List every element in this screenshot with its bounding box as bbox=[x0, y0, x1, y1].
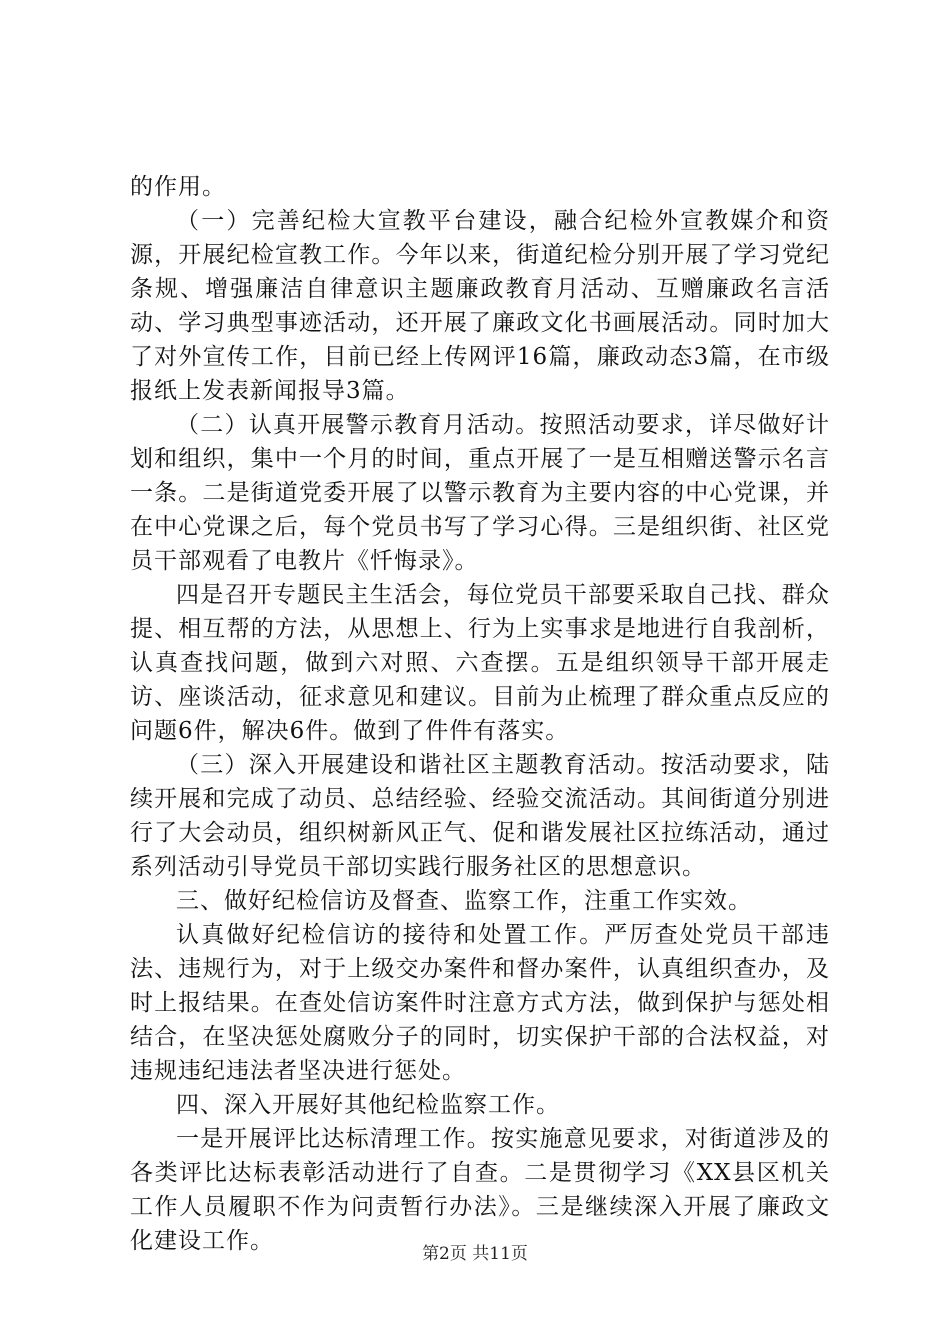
paragraph: 的作用。 bbox=[130, 174, 226, 200]
document-body bbox=[130, 170, 830, 1258]
paragraph: （三）深入开展建设和谐社区主题教育活动。按活动要求，陆续开展和完成了动员、总结经验、经验交流活动。其间街道分别进行了大会动员，组织树新风正气、促和谐发展社区拉练活动，通过系列活动引导党员干部切实践行服务社区的思想意识。 bbox=[130, 752, 830, 880]
section-heading: 三、做好纪检信访及督查、监察工作，注重工作实效。 bbox=[176, 888, 752, 914]
paragraph: 四是召开专题民主生活会，每位党员干部要采取自己找、群众提、相互帮的方法，从思想上、行为上实事求是地进行自我剖析，认真查找问题，做到六对照、六查摆。五是组织领导干部开展走访、座谈活动，征求意见和建议。目前为止梳理了群众重点反应的问题6件，解决6件。做到了件件有落实。 bbox=[130, 582, 830, 744]
page-number-footer: 第2页 共11页 bbox=[422, 1244, 528, 1264]
paragraph: 认真做好纪检信访的接待和处置工作。严厉查处党员干部违法、违规行为，对于上级交办案件和督办案件，认真组织查办，及时上报结果。在查处信访案件时注意方式方法，做到保护与惩处相结合，在坚决惩处腐败分子的同时，切实保护干部的合法权益，对违规违纪违法者坚决进行惩处。 bbox=[130, 922, 830, 1084]
paragraph: 一是开展评比达标清理工作。按实施意见要求，对街道涉及的各类评比达标表彰活动进行了自查。二是贯彻学习《XX县区机关工作人员履职不作为问责暂行办法》。三是继续深入开展了廉政文化建设工作。 bbox=[130, 1126, 830, 1254]
paragraph: （二）认真开展警示教育月活动。按照活动要求，详尽做好计划和组织，集中一个月的时间，重点开展了一是互相赠送警示名言一条。二是街道党委开展了以警示教育为主要内容的中心党课，并在中心党课之后，每个党员书写了学习心得。三是组织街、社区党员干部观看了电教片《忏悔录》。 bbox=[130, 412, 830, 574]
section-heading: 四、深入开展好其他纪检监察工作。 bbox=[176, 1092, 560, 1118]
paragraph: （一）完善纪检大宣教平台建设，融合纪检外宣教媒介和资源，开展纪检宣教工作。今年以来，街道纪检分别开展了学习党纪条规、增强廉洁自律意识主题廉政教育月活动、互赠廉政名言活动、学习典型事迹活动，还开展了廉政文化书画展活动。同时加大了对外宣传工作，目前已经上传网评16篇，廉政动态3篇，在市级报纸上发表新闻报导3篇。 bbox=[130, 208, 830, 404]
